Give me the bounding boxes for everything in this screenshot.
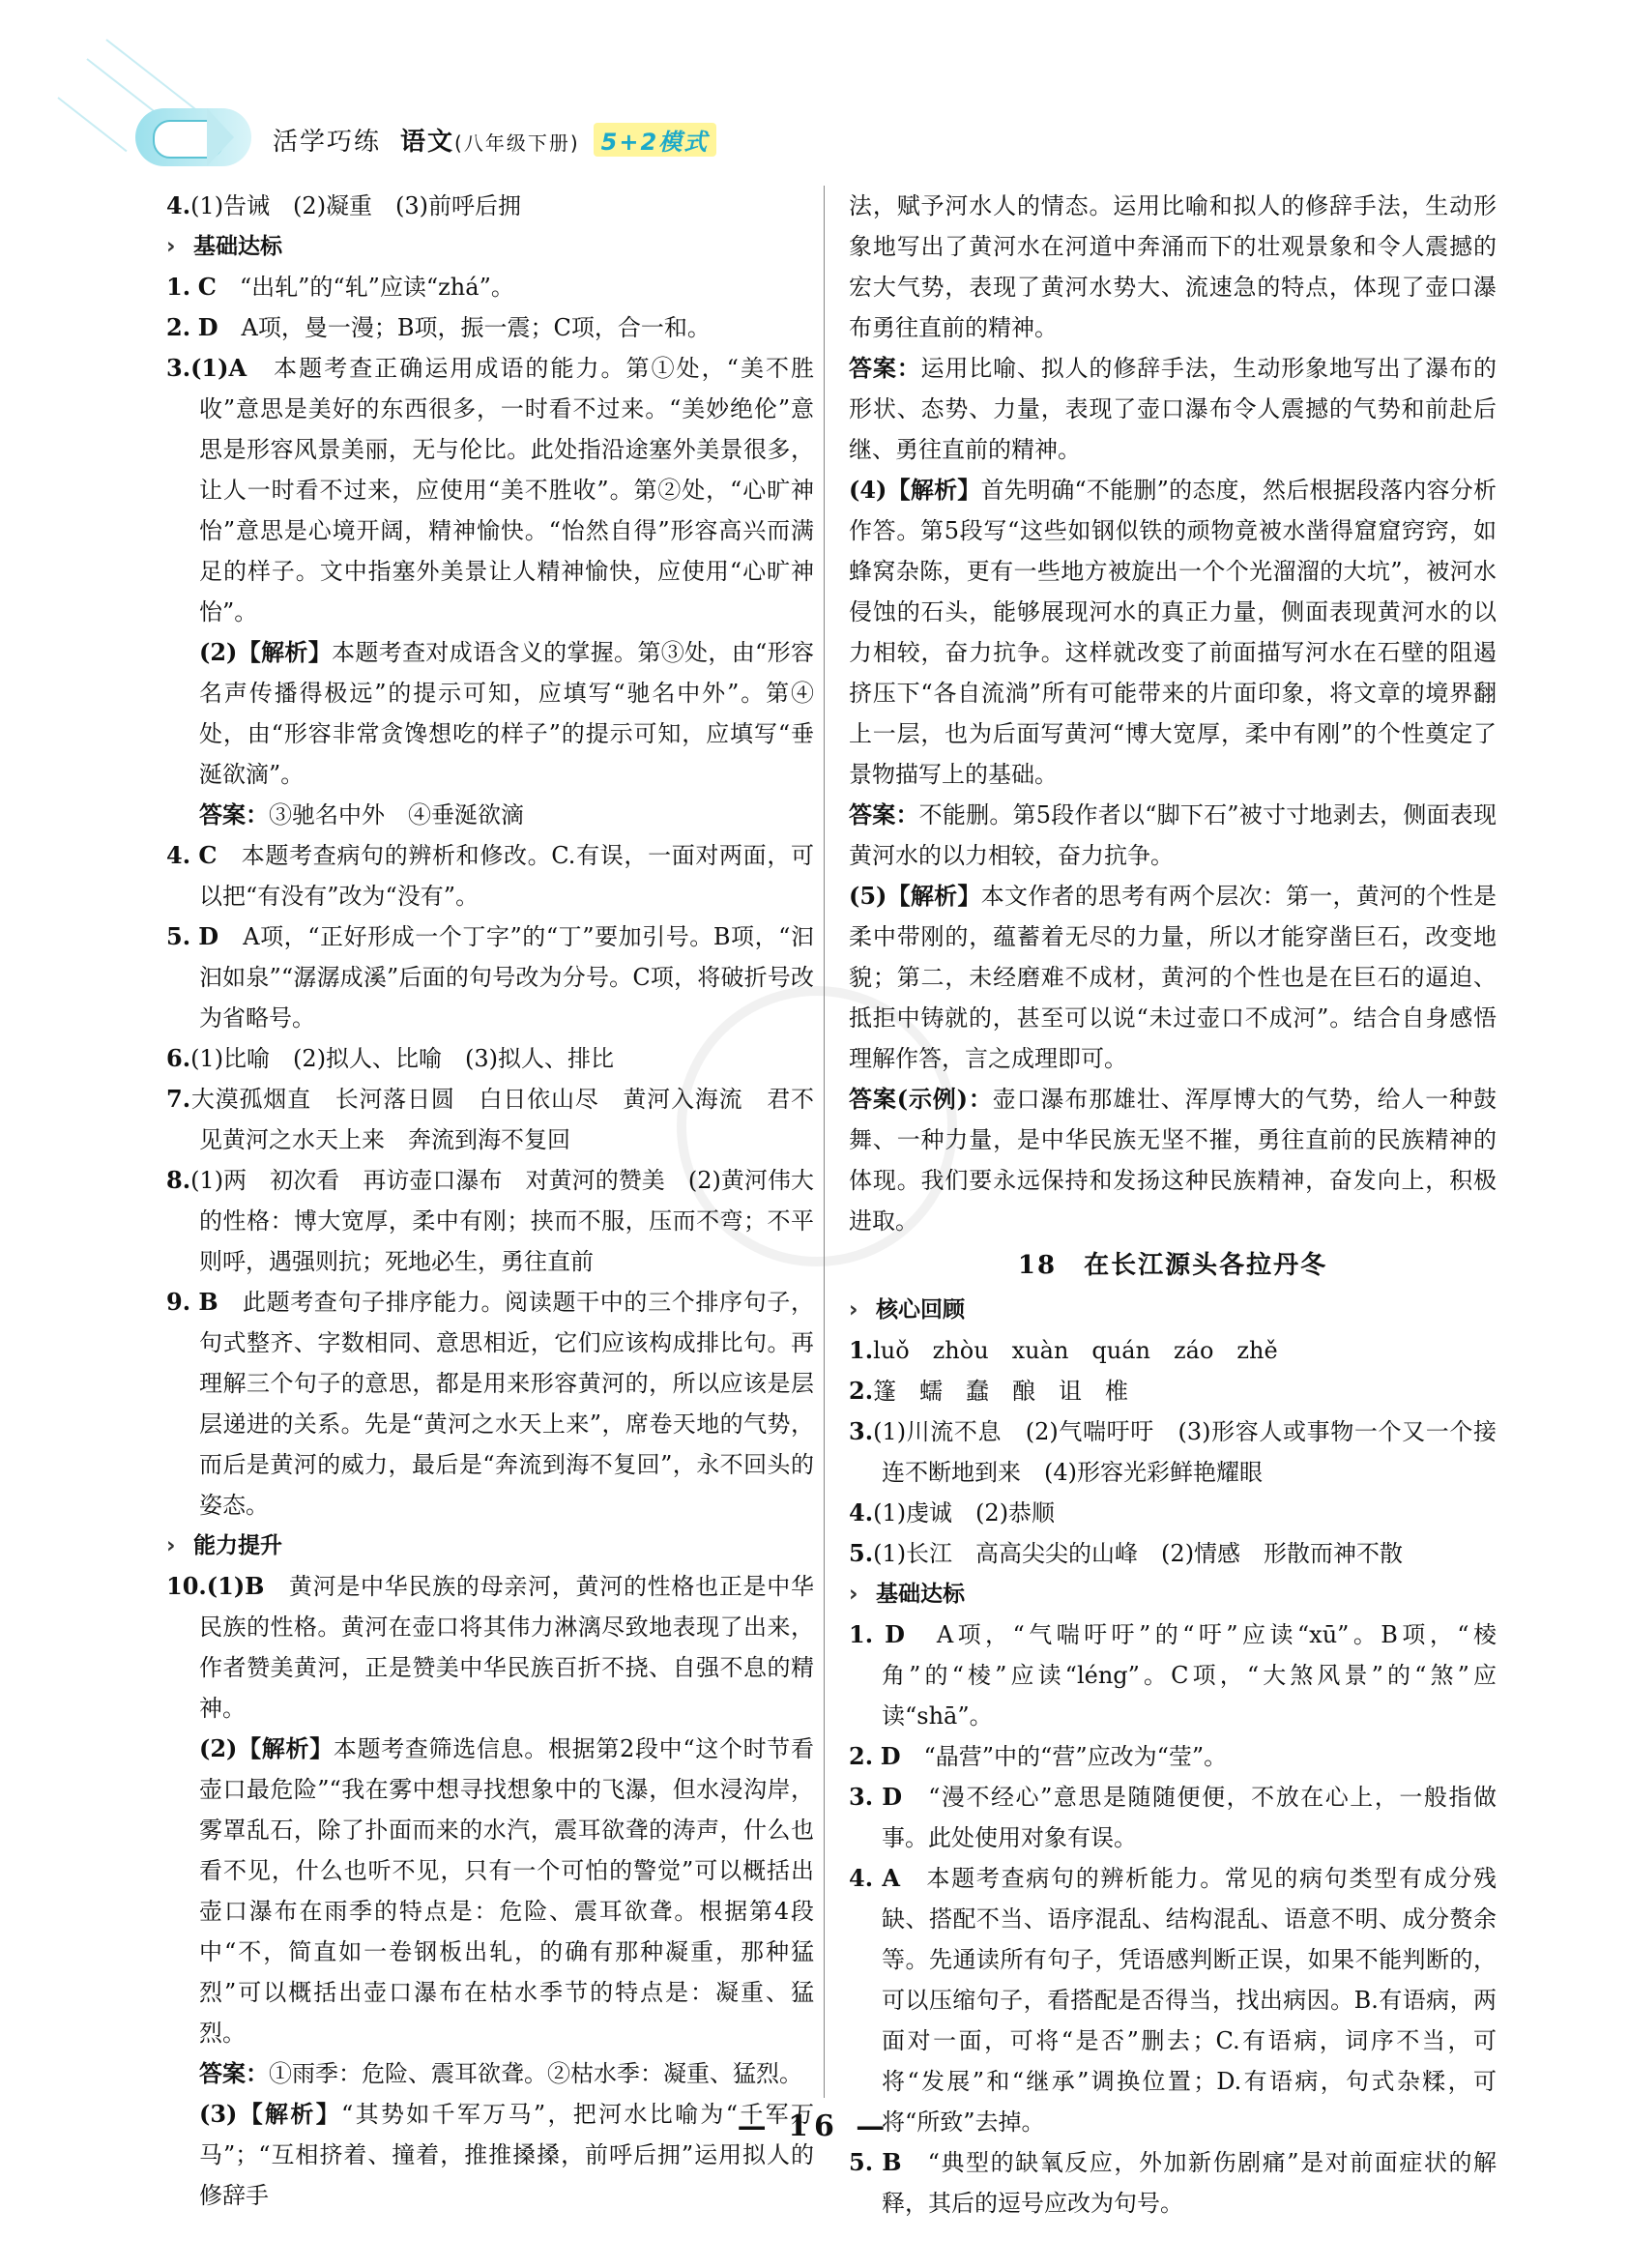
answer-item: 9. B 此题考查句子排序能力。阅读题干中的三个排序句子，句式整齐、字数相同、意思相近，它们应该构成排比句。再理解三个句子的意思，都是用来形容黄河的，所以应该是层层递进的关系。先是“黄河之水天上来”，席卷天地的气势，而后是黄河的威力，最后是“奔流到海不复回”，永不回头的姿态。 — [166, 1288, 815, 1519]
answer-item: 3.(1)川流不息 (2)气喘吁吁 (3)形容人或事物一个又一个接连不断地到来 (4)形容光彩鲜艳耀眼 — [849, 1417, 1497, 1486]
answer-item: 答案：①雨季：危险、震耳欲聋。②枯水季：凝重、猛烈。 — [199, 2059, 802, 2087]
answer-item: (2)【解析】本题考查筛选信息。根据第2段中“这个时节看壶口最危险”“我在雾中想寻找想象中的飞瀑，但水浸沟岸，雾罩乱石，除了扑面而来的水汽，震耳欲聋的涛声，什么也看不见，什么也听不见，只有一个可怕的警觉”可以概括出壶口瀑布在雨季的特点是：危险、震耳欲聋。根据第4段中“不，简直如一卷钢板出轧，的确有那种凝重，那种猛烈”可以概括出壶口瀑布在枯水季节的特点是：凝重、猛烈。 — [199, 1734, 814, 2047]
chevron-right-icon — [207, 108, 234, 166]
answer-item: 2. D “晶营”中的“营”应改为“莹”。 — [849, 1742, 1228, 1770]
answer-item: 法，赋予河水人的情态。运用比喻和拟人的修辞手法，生动形象地写出了黄河水在河道中奔涌而下的壮观景象和令人震撼的宏大气势，表现了黄河水势大、流速急的特点，体现了壶口瀑布勇往直前的精神。 — [849, 192, 1497, 341]
answer-item: 4. A 本题考查病句的辨析能力。常见的病句类型有成分残缺、搭配不当、语序混乱、结构混乱、语意不明、成分赘余等。先通读所有句子，凭语感判断正误，如果不能判断的，可以压缩句子，看搭配是否得当，找出病因。B.有语病，两面对一面，可将“是否”删去；C.有语病，词序不当，可将“发展”和“继承”调换位置；D.有语病，句式杂糅，可将“所致”去掉。 — [849, 1864, 1497, 2136]
right-column — [849, 186, 1497, 2224]
chevron-right-icon: › — [166, 1533, 176, 1558]
answer-item: 1.luǒ zhòu xuàn quán záo zhě — [849, 1336, 1278, 1364]
answer-item: 3. D “漫不经心”意思是随随便便，不放在心上，一般指做事。此处使用对象有误。 — [849, 1783, 1497, 1851]
publisher-logo — [135, 108, 251, 166]
mode-badge: 5+2模式 — [594, 123, 717, 157]
section-heading: › 基础达标 — [166, 226, 814, 267]
section-heading: › 核心回顾 — [849, 1290, 1497, 1330]
answer-item: (4)【解析】首先明确“不能删”的态度，然后根据段落内容分析作答。第5段写“这些如钢似铁的顽物竟被水凿得窟窟窍窍，如蜂窝杂陈，更有一些地方被旋出一个个光溜溜的大坑”，被河水侵蚀的石头，能够展现河水的真正力量，侧面表现黄河水的以力相较，奋力抗争。这样就改变了前面描写河水在石壁的阻遏挤压下“各自流淌”所有可能带来的片面印象，将文章的境界翻上一层，也为后面写黄河“博大宽厚，柔中有刚”的个性奠定了景物描写上的基础。 — [849, 476, 1497, 788]
answer-item: 5.(1)长江 高高尖尖的山峰 (2)情感 形散而神不散 — [849, 1539, 1404, 1567]
answer-item: 4.(1)虔诚 (2)恭顺 — [849, 1498, 1056, 1527]
answer-item: 4.(1)告诫 (2)凝重 (3)前呼后拥 — [166, 191, 522, 219]
answer-item: (5)【解析】本文作者的思考有两个层次：第一，黄河的个性是柔中带刚的，蕴蓄着无尽的力量，所以才能穿凿巨石，改变地貌；第二，未经磨难不成材，黄河的个性也是在巨石的逼迫、抵拒中铸就的，甚至可以说“未过壶口不成河”。结合自身感悟理解作答，言之成理即可。 — [849, 882, 1497, 1072]
answer-item: 5. D A项，“正好形成一个丁字”的“丁”要加引号。B项，“汩汩如泉”“潺潺成溪”后面的句号改为分号。C项，将破折号改为省略号。 — [166, 922, 814, 1032]
page-number: — 16 — — [737, 2109, 891, 2143]
answer-item: 6.(1)比喻 (2)拟人、比喻 (3)拟人、排比 — [166, 1044, 615, 1072]
answer-item: 2. D A项，曼一漫；B项，振一震；C项，合一和。 — [166, 313, 711, 341]
section-heading: › 能力提升 — [166, 1526, 814, 1566]
section-heading: › 基础达标 — [849, 1574, 1497, 1614]
series-name: 活学巧练 — [273, 128, 382, 157]
left-column — [166, 186, 814, 2216]
answer-item: 4. C 本题考查病句的辨析和修改。C.有误，一面对两面，可以把“有没有”改为“没有”。 — [166, 841, 814, 910]
answer-item: 1. D A项，“气喘吁吁”的“吁”应读“xū”。B项，“棱角”的“棱”应读“léng”。C项，“大煞风景”的“煞”应读“shā”。 — [849, 1620, 1497, 1730]
answer-item: 7.大漠孤烟直 长河落日圆 白日依山尽 黄河入海流 君不见黄河之水天上来 奔流到海不复回 — [166, 1085, 814, 1153]
chevron-right-icon: › — [849, 1297, 858, 1323]
column-divider — [824, 186, 825, 2098]
answer-item: 答案：运用比喻、拟人的修辞手法，生动形象地写出了瀑布的形状、态势、力量，表现了壶口瀑布令人震撼的气势和前赴后继、勇往直前的精神。 — [849, 354, 1497, 463]
chevron-right-icon: › — [166, 234, 176, 259]
subject: 语文 — [400, 128, 455, 157]
answer-item: 10.(1)B 黄河是中华民族的母亲河，黄河的性格也正是中华民族的性格。黄河在壶口将其伟力淋漓尽致地表现了出来，作者赞美黄河，正是赞美中华民族百折不挠、自强不息的精神。 — [166, 1572, 814, 1722]
answer-item: (2)【解析】本题考查对成语含义的掌握。第③处，由“形容名声传播得极远”的提示可知，应填写“驰名中外”。第④处，由“形容非常贪馋想吃的样子”的提示可知，应填写“垂涎欲滴”。 — [199, 638, 814, 788]
page-header — [0, 0, 1628, 184]
answer-item: 2.篷 蠕 蠢 酿 诅 椎 — [849, 1377, 1129, 1405]
header-decoration — [105, 39, 198, 111]
answer-item: 答案：③驰名中外 ④垂涎欲滴 — [199, 800, 524, 829]
answer-item: 8.(1)两 初次看 再访壶口瀑布 对黄河的赞美 (2)黄河伟大的性格：博大宽厚，柔中有刚；挟而不服，压而不弯；不平则呼，遇强则抗；死地必生，勇往直前 — [166, 1166, 814, 1275]
answer-item: 5. B “典型的缺氧反应，外加新伤剧痛”是对前面症状的解释，其后的逗号应改为句号。 — [849, 2148, 1497, 2217]
answer-item: (3)【解析】“其势如千军万马”，把河水比喻为“千军万马”；“互相挤着、撞着，推推搡搡，前呼后拥”运用拟人的修辞手 — [199, 2100, 814, 2209]
answer-item: 答案：不能删。第5段作者以“脚下石”被寸寸地剥去，侧面表现黄河水的以力相较，奋力抗争。 — [849, 800, 1497, 869]
answer-item: 3.(1)A 本题考查正确运用成语的能力。第①处，“美不胜收”意思是美好的东西很多，一时看不过来。“美妙绝伦”意思是形容风景美丽，无与伦比。此处指沿途塞外美景很多，让人一时看不过来，应使用“美不胜收”。第②处，“心旷神怡”意思是心境开阔，精神愉快。“怡然自得”形容高兴而满足的样子。文中指塞外美景让人精神愉快，应使用“心旷神怡”。 — [166, 354, 814, 625]
lesson-title: 18 在长江源头各拉丹冬 — [1017, 1251, 1328, 1280]
answer-item: 1. C “出轧”的“轧”应读“zhá”。 — [166, 273, 514, 301]
answer-item: 答案(示例)：壶口瀑布那雄壮、浑厚博大的气势，给人一种鼓舞、一种力量，是中华民族无坚不摧，勇往直前的民族精神的体现。我们要永远保持和发扬这种民族精神，奋发向上，积极进取。 — [849, 1085, 1497, 1235]
running-title — [273, 122, 716, 158]
header-decoration — [57, 97, 127, 152]
chevron-right-icon: › — [849, 1582, 858, 1607]
grade: (八年级下册) — [454, 131, 580, 155]
